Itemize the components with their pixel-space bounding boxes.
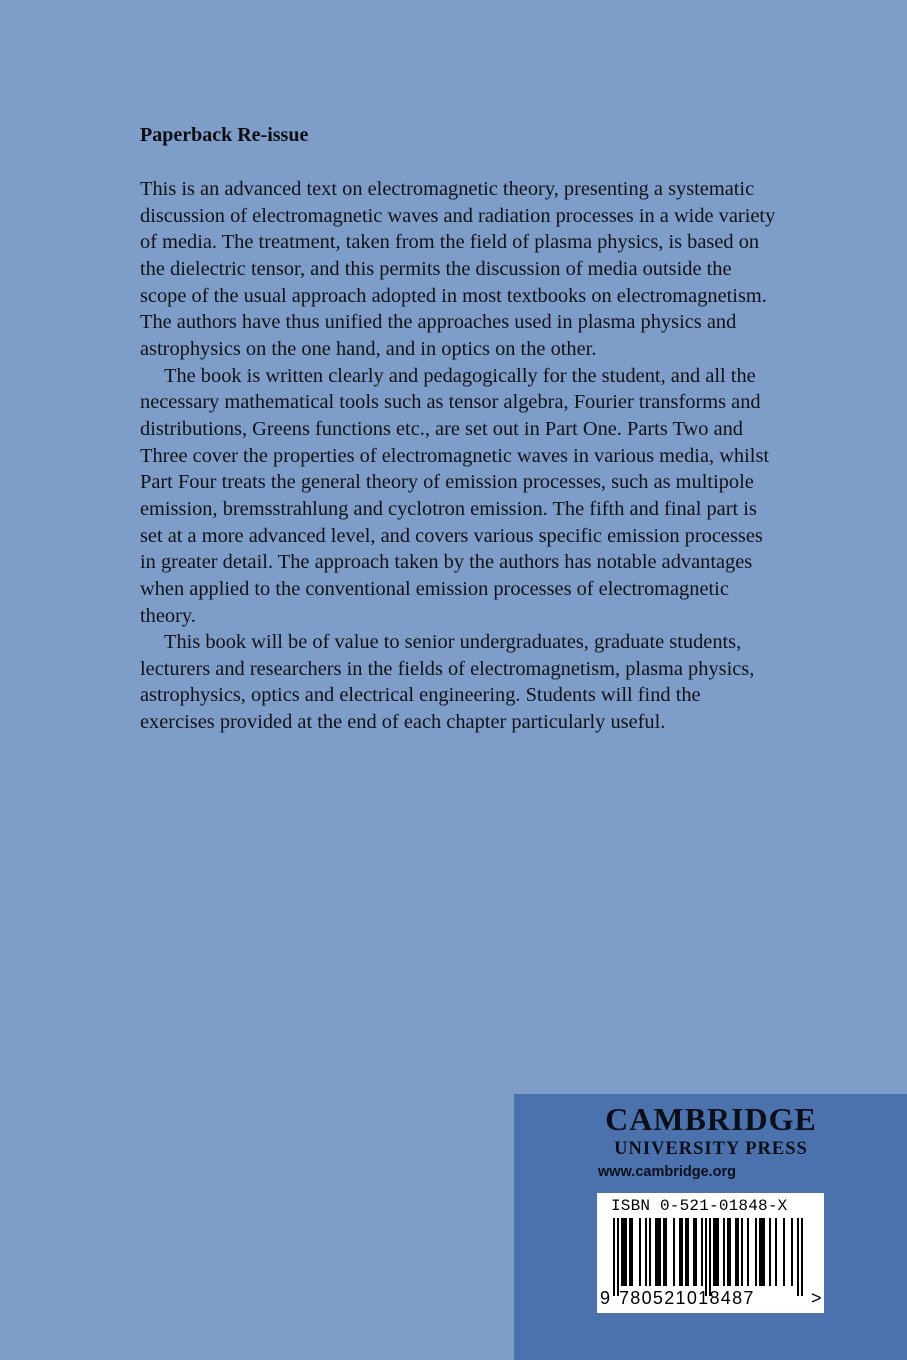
barcode-guard-bar [705,1218,707,1296]
barcode-bar [687,1218,689,1286]
barcode-guard-bar [797,1218,799,1296]
barcode-bar [679,1218,681,1286]
barcode-bar [759,1218,761,1286]
barcode-bar [657,1218,659,1286]
barcode-end-mark: > [811,1288,822,1308]
barcode-bar [655,1218,657,1286]
barcode-bar [695,1218,697,1286]
barcode-bar [783,1218,785,1286]
barcode-bar [735,1218,737,1286]
barcode-bar [631,1218,633,1286]
barcode-bar [727,1218,729,1286]
barcode-bar [663,1218,665,1286]
barcode-bar [621,1218,623,1286]
paragraph-3: This book will be of value to senior undergraduates, graduate students, lecturers and researchers in the fields of electromagnetism, plasma physics, astrophysics, optics and electrical engineering. Students will find the exercises provided at the end of each chapter particularly useful. [140,631,755,734]
barcode-bar [701,1218,703,1286]
barcode-bar [623,1218,625,1286]
barcode-bar [659,1218,661,1286]
barcode-bar [755,1218,757,1286]
barcode-bar [639,1218,641,1286]
barcode-bar [769,1218,771,1286]
publisher-logo-subtitle: UNIVERSITY PRESS [614,1139,808,1159]
barcode-bar [775,1218,777,1286]
barcode-bar [737,1218,739,1286]
barcode-bar [681,1218,683,1286]
barcode-bar [763,1218,765,1286]
paragraph-1: This is an advanced text on electromagnetic theory, presenting a systematic discussion of electromagnetic waves and radiation processes in a wide variety of media. The treatment, taken from the field of plasma physics, is based on the dielectric tensor, and this permits the discussion of media outside the scope of the usual approach adopted in most textbooks on electromagnetism. The authors have thus unified the approaches used in plasma physics and astrophysics on the one hand, and in optics on the other. [140,178,776,360]
barcode-bar [665,1218,667,1286]
barcode-bar [761,1218,763,1286]
barcode-bar [747,1218,749,1286]
barcode-guard-bar [617,1218,619,1296]
barcode-bar [649,1218,651,1286]
description-text [140,176,780,736]
barcode-guard-bar [709,1218,711,1296]
isbn-label: ISBN 0-521-01848-X [611,1197,788,1215]
barcode-bar [729,1218,731,1286]
barcode-digits: 780521018487 [619,1288,755,1308]
barcode-bar [693,1218,695,1286]
barcode-first-digit: 9 [600,1288,611,1308]
barcode [597,1193,824,1313]
barcode-bar [723,1218,725,1286]
barcode-bar [791,1218,793,1286]
publisher-url: www.cambridge.org [598,1164,737,1180]
barcode-bar [741,1218,743,1286]
barcode-bar [685,1218,687,1286]
barcode-bar [715,1218,717,1286]
barcode-bar [645,1218,647,1286]
barcode-bar [673,1218,675,1286]
publisher-logo-name: CAMBRIDGE [605,1101,817,1137]
barcode-bar [713,1218,715,1286]
barcode-bar [625,1218,627,1286]
barcode-bar [629,1218,631,1286]
barcode-guard-bar [801,1218,803,1296]
paragraph-2: The book is written clearly and pedagogically for the student, and all the necessary mathematical tools such as tensor algebra, Fourier transforms and distributions, Greens functions etc., are set out in Part One. Parts Two and Three cover the properties of electromagnetic waves in various media, whilst Part Four treats the general theory of emission processes, such as multipole emission, bremsstrahlung and cyclotron emission. The fifth and final part is set at a more advanced level, and covers various specific emission processes in greater detail. The approach taken by the authors has notable advantages when applied to the conventional emission processes of electromagnetic theory. [140,364,770,627]
page-heading: Paperback Re-issue [140,124,309,146]
barcode-guard-bar [613,1218,615,1296]
barcode-bar [717,1218,719,1286]
